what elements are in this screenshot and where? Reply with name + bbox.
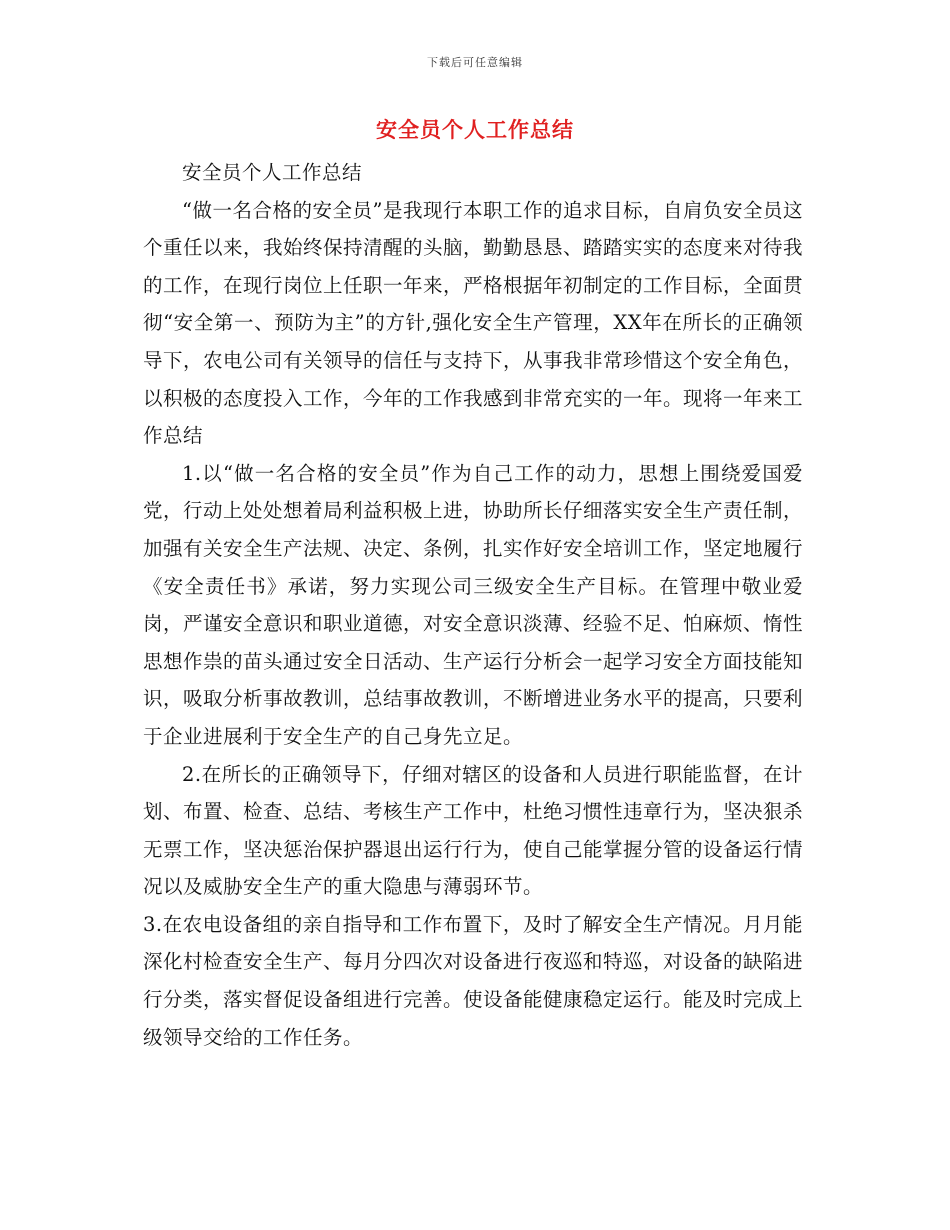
paragraph-intro: “做一名合格的安全员”是我现行本职工作的追求目标，自肩负安全员这个重任以来，我始终保持清醒的头脑，勤勤恳恳、踏踏实实的态度来对待我的工作，在现行岗位上任职一年来，严格根据年初制定的工作目标，全面贯彻“安全第一、预防为主”的方针,强化安全生产管理，XX年在所长的正确领导下，农电公司有关领导的信任与支持下，从事我非常珍惜这个安全角色，以积极的态度投入工作，今年的工作我感到非常充实的一年。现将一年来工作总结 <box>143 198 804 448</box>
document-subtitle: 安全员个人工作总结 <box>182 161 363 184</box>
paragraph-point-3: 3.在农电设备组的亲自指导和工作布置下，及时了解安全生产情况。月月能深化村检查安全生产、每月分四次对设备进行夜巡和特巡，对设备的缺陷进行分类，落实督促设备组进行完善。使设备能健康稳定运行。能及时完成上级领导交给的工作任务。 <box>143 912 804 1049</box>
paragraph-point-2: 2.在所长的正确领导下，仔细对辖区的设备和人员进行职能监督，在计划、布置、检查、总结、考核生产工作中，杜绝习惯性违章行为，坚决狠杀无票工作，坚决惩治保护器退出运行行为，使自己能掌握分管的设备运行情况以及威胁安全生产的重大隐患与薄弱环节。 <box>143 762 804 899</box>
document-body <box>143 154 803 1056</box>
header-note: 下载后可任意编辑 <box>427 56 523 69</box>
document-title: 安全员个人工作总结 <box>376 117 574 142</box>
paragraph-point-1: 1.以“做一名合格的安全员”作为自己工作的动力，思想上围绕爱国爱党，行动上处处想着局利益积极上进，协助所长仔细落实安全生产责任制，加强有关安全生产法规、决定、条例，扎实作好安全培训工作，坚定地履行《安全责任书》承诺，努力实现公司三级安全生产目标。在管理中敬业爱岗，严谨安全意识和职业道德，对安全意识淡薄、经验不足、怕麻烦、惰性思想作祟的苗头通过安全日活动、生产运行分析会一起学习安全方面技能知识，吸取分析事故教训，总结事故教训，不断增进业务水平的提高，只要利于企业进展利于安全生产的自己身先立足。 <box>143 461 804 748</box>
